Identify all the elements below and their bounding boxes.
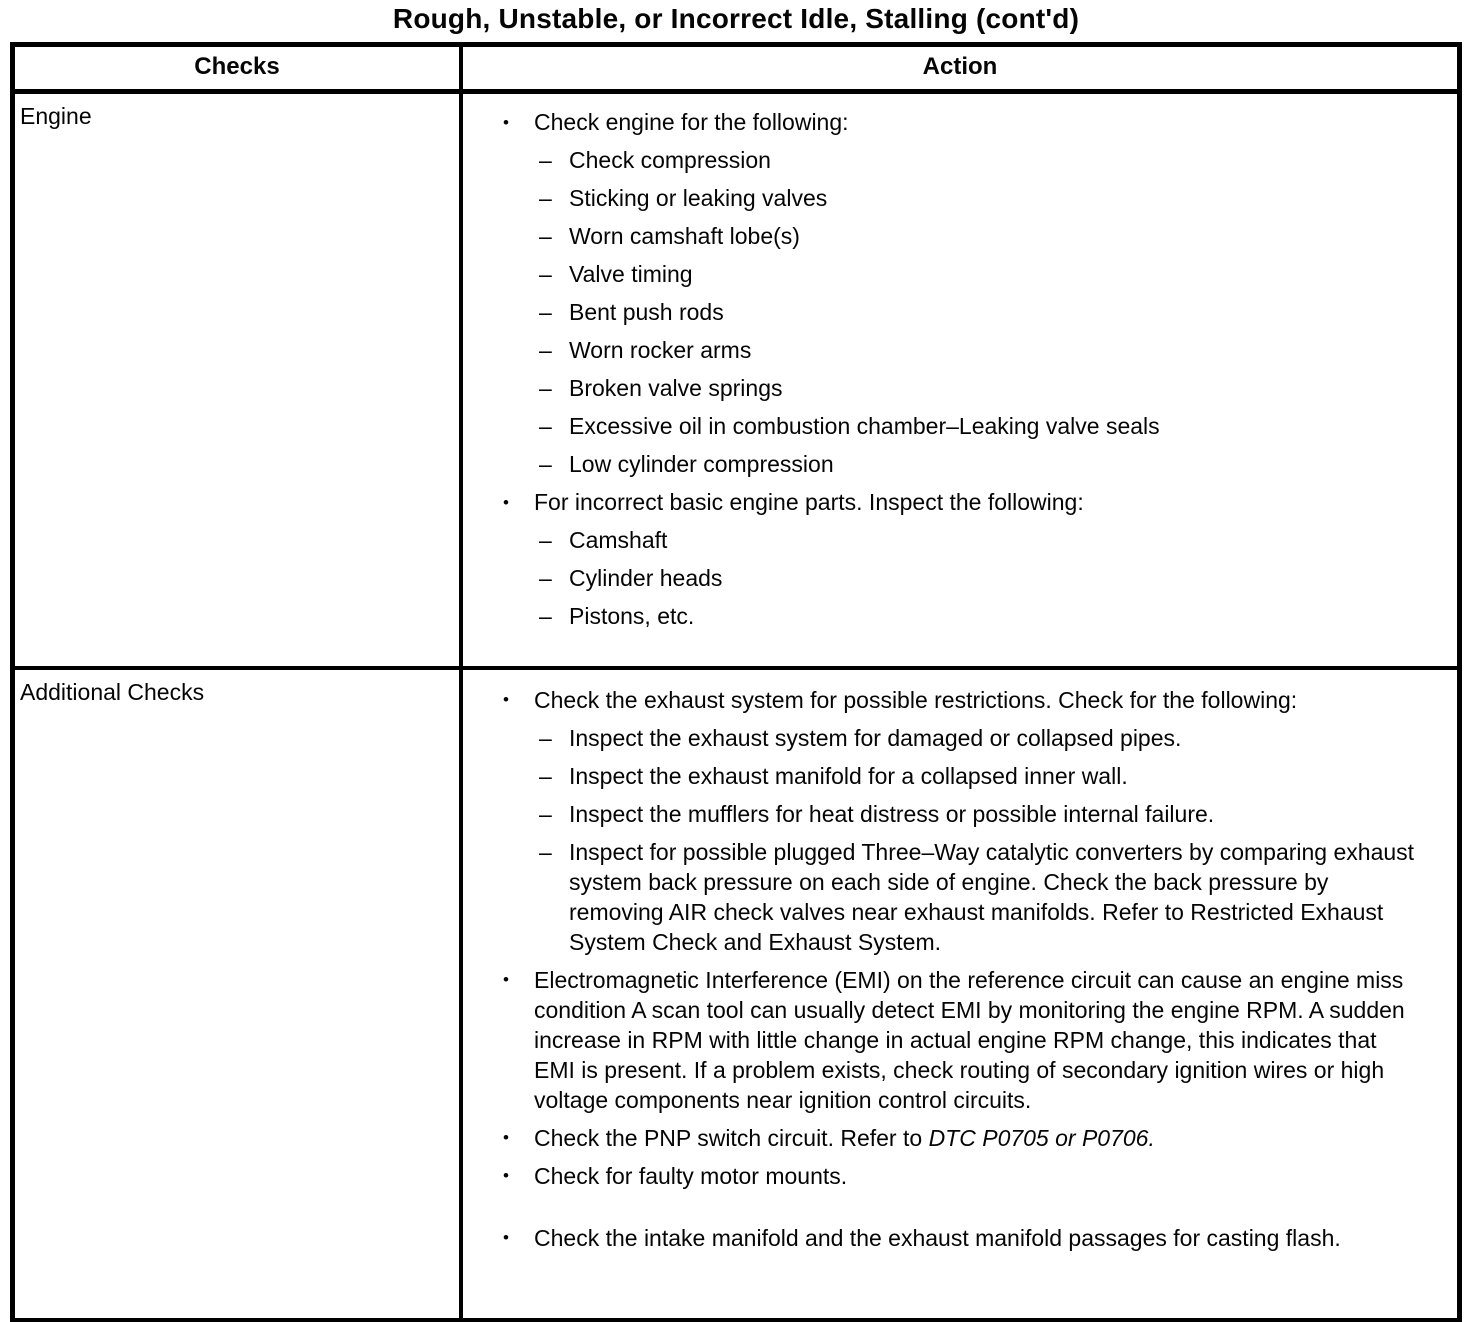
action-item [463, 337, 1437, 364]
action-item [463, 1161, 1437, 1191]
action-item [463, 965, 1437, 1115]
action-item [463, 109, 1437, 136]
action-text-normal: Check the PNP switch circuit. Refer to [534, 1125, 929, 1151]
bullet-marker: • [503, 1228, 509, 1247]
action-text: Low cylinder compression [569, 451, 834, 477]
header-action: Action [922, 53, 998, 80]
action-text: Check for faulty motor mounts. [534, 1163, 848, 1189]
action-item [463, 223, 1437, 250]
action-text: Camshaft [569, 527, 668, 553]
action-text: Valve timing [569, 261, 693, 287]
action-item [463, 147, 1437, 174]
dash-marker: – [539, 565, 552, 591]
action-item [463, 603, 1437, 630]
action-text: For incorrect basic engine parts. Inspect the following: [534, 489, 1084, 515]
action-text: Check the intake manifold and the exhaust manifold passages for casting flash. [534, 1225, 1341, 1251]
action-cell-engine [463, 94, 1457, 666]
action-text: Broken valve springs [569, 375, 783, 401]
action-text: Inspect the exhaust manifold for a collapsed inner wall. [569, 763, 1128, 789]
action-item [463, 1223, 1437, 1253]
dash-marker: – [539, 763, 552, 789]
action-text: Check the exhaust system for possible restrictions. Check for the following: [534, 687, 1298, 713]
action-text: Check compression [569, 147, 771, 173]
action-item [463, 261, 1437, 288]
action-text: Pistons, etc. [569, 603, 695, 629]
table-row-additional-checks [15, 666, 1457, 1318]
action-text: Worn rocker arms [569, 337, 752, 363]
page-title: Rough, Unstable, or Incorrect Idle, Stalling (cont'd) [392, 3, 1080, 34]
bullet-marker: • [503, 113, 509, 132]
table-row-engine [15, 94, 1457, 666]
action-text: Electromagnetic Interference (EMI) on the reference circuit can cause an engine miss condition A scan tool can usually detect EMI by monitoring the engine RPM. A sudden increase in RPM with little change in actual engine RPM change, this indicates that EMI is present. If a problem exists, check routing of secondary ignition wires or high voltage components near ignition control circuits. [534, 967, 1405, 1113]
action-text: Inspect for possible plugged Three–Way catalytic converters by comparing exhaust system back pressure on each side of engine. Check the back pressure by removing AIR check valves near exhaust manifolds. Refer to Restricted Exhaust System Check and Exhaust System. [569, 839, 1415, 955]
action-text: Worn camshaft lobe(s) [569, 223, 800, 249]
dash-marker: – [539, 185, 552, 211]
action-item [463, 299, 1437, 326]
action-item [463, 723, 1437, 753]
action-cell-additional-checks [463, 670, 1457, 1318]
action-item [463, 837, 1437, 957]
dash-marker: – [539, 451, 552, 477]
action-text: Sticking or leaking valves [569, 185, 828, 211]
dash-marker: – [539, 839, 552, 865]
bullet-marker: • [503, 970, 509, 989]
action-item [463, 799, 1437, 829]
action-item [463, 413, 1437, 440]
action-text: Bent push rods [569, 299, 724, 325]
header-checks: Checks [15, 47, 463, 89]
checks-action-table [10, 42, 1462, 1322]
action-item [463, 685, 1437, 715]
action-text-italic-reference: DTC P0705 or P0706. [928, 1125, 1155, 1151]
action-item [463, 489, 1437, 516]
action-text: Check engine for the following: [534, 109, 849, 135]
action-item [463, 375, 1437, 402]
dash-marker: – [539, 261, 552, 287]
dash-marker: – [539, 603, 552, 629]
dash-marker: – [539, 413, 552, 439]
action-item [463, 185, 1437, 212]
bullet-marker: • [503, 1166, 509, 1185]
action-text: Inspect the mufflers for heat distress or possible internal failure. [569, 801, 1215, 827]
action-item [463, 1123, 1437, 1153]
bullet-marker: • [503, 690, 509, 709]
action-item [463, 761, 1437, 791]
dash-marker: – [539, 725, 552, 751]
action-item [463, 527, 1437, 554]
dash-marker: – [539, 375, 552, 401]
check-cell-engine: Engine [15, 94, 463, 666]
dash-marker: – [539, 337, 552, 363]
table-header-row [15, 47, 1457, 94]
action-text: Inspect the exhaust system for damaged or collapsed pipes. [569, 725, 1182, 751]
action-text: Cylinder heads [569, 565, 723, 591]
dash-marker: – [539, 223, 552, 249]
action-item [463, 451, 1437, 478]
dash-marker: – [539, 801, 552, 827]
action-item [463, 565, 1437, 592]
bullet-marker: • [503, 1128, 509, 1147]
dash-marker: – [539, 299, 552, 325]
action-text: Excessive oil in combustion chamber–Leaking valve seals [569, 413, 1160, 439]
dash-marker: – [539, 527, 552, 553]
action-text [534, 1123, 1155, 1153]
check-cell-additional-checks: Additional Checks [15, 670, 463, 1318]
dash-marker: – [539, 147, 552, 173]
bullet-marker: • [503, 493, 509, 512]
